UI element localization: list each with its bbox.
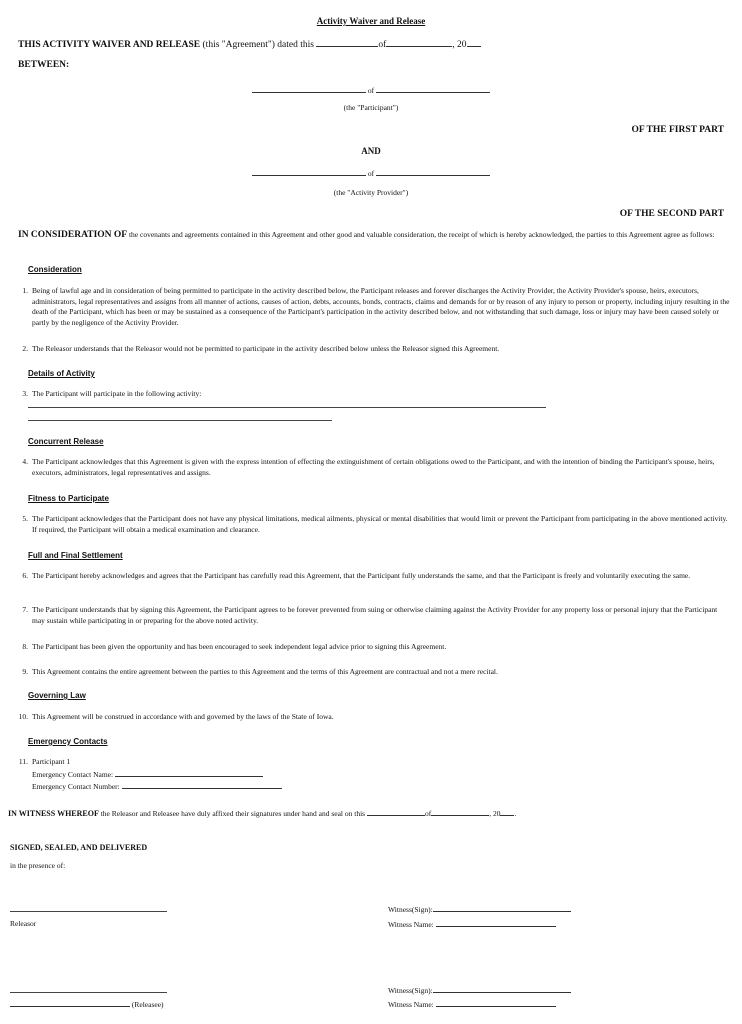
first-part-label: OF THE FIRST PART	[631, 125, 724, 135]
clause-7	[18, 605, 732, 626]
clause-1	[18, 286, 732, 328]
party2-name-field[interactable]	[252, 167, 366, 176]
heading-details: Details of Activity	[28, 369, 95, 378]
clause-5	[18, 514, 732, 535]
witness-lead: IN WITNESS WHEREOF	[8, 809, 99, 818]
heading-emergency: Emergency Contacts	[28, 737, 108, 746]
heading-law: Governing Law	[28, 691, 86, 700]
party2-of: of	[367, 169, 375, 178]
consideration-lead: IN CONSIDERATION OF	[18, 230, 128, 240]
party2-address-field[interactable]	[376, 167, 490, 176]
clause-text: Being of lawful age and in consideration of being permitted to participate in the activity described below, the Participant releases and forever discharges the Activity Provider, the Activity Provider's spouse, heirs, executors, administrators, legal representatives and assigns from all manner of actions, causes of action, debts, accounts, bonds, contracts, claims and demands for or by reason of any injury to person or property, including injury resulting in the death of the Participant, which has been or may be sustained as a consequence of the Participant's participation in the activity described below, and not withstanding that such damage, loss or injury may have been caused solely or partly by the negligence of the Activity Provider.	[32, 286, 730, 327]
witness2-name-field[interactable]	[436, 998, 556, 1007]
clause-number: 10.	[18, 712, 28, 721]
party1-of: of	[367, 86, 375, 95]
date-year: , 20	[452, 40, 467, 50]
agreement-intro	[18, 38, 481, 50]
date-year-field[interactable]	[467, 38, 481, 47]
witness-of: of	[424, 809, 432, 818]
participant-label: Participant 1	[32, 757, 71, 766]
party2-line	[0, 167, 742, 178]
clause-number: 11.	[18, 757, 28, 766]
witness1-name-field[interactable]	[436, 918, 556, 927]
clause-text: The Participant acknowledges that the Participant does not have any physical limitations, medical ailments, physical or mental disabilities that would limit or prevent the Participant from participating in the above mentioned activity. If required, the Participant will obtain a medical examination and clearance.	[32, 514, 728, 534]
party1-line	[0, 84, 742, 95]
clause-number: 2.	[22, 344, 28, 353]
clause-text: The Participant has been given the opportunity and has been encouraged to seek independent legal advice prior to signing this Agreement.	[32, 642, 447, 651]
clause-10	[18, 712, 732, 723]
releasee-row	[10, 998, 164, 1009]
witness1-sign-label: Witness(Sign):	[388, 905, 433, 914]
clause-4	[18, 457, 732, 478]
clause-2	[18, 344, 732, 355]
releasee-name-field[interactable]	[10, 998, 130, 1007]
clause-6	[18, 571, 732, 582]
clause-8	[18, 642, 732, 653]
witness2-sign-row	[388, 984, 571, 995]
emergency-name-field[interactable]	[115, 768, 263, 777]
emergency-name-label: Emergency Contact Name:	[32, 769, 114, 779]
clause-number: 6.	[22, 571, 28, 580]
consideration-text: the covenants and agreements contained in this Agreement and other good and valuable consideration, the receipt of which is hereby acknowledged, the parties to this Agreement agree as follows:	[128, 230, 715, 239]
party1-label: (the "Participant")	[343, 103, 399, 112]
heading-settlement: Full and Final Settlement	[28, 551, 123, 560]
witness-text: the Releasor and Releasee have duly affixed their signatures under hand and seal on this	[100, 809, 366, 818]
second-part-label: OF THE SECOND PART	[619, 209, 724, 219]
clause-number: 3.	[22, 389, 28, 398]
heading-fitness: Fitness to Participate	[28, 494, 109, 503]
clause-text: The Participant hereby acknowledges and agrees that the Participant has carefully read this Agreement, that the Participant fully understands the same, and that the Participant is freely and voluntarily executing the same.	[32, 571, 691, 580]
date-of: of	[378, 40, 387, 50]
date-day-field[interactable]	[316, 38, 378, 47]
clause-text: This Agreement will be construed in accordance with and governed by the laws of the State of Iowa.	[32, 712, 334, 721]
releasor-signature-line[interactable]	[10, 911, 167, 912]
clause-number: 8.	[22, 642, 28, 651]
witness1-name-row	[388, 918, 556, 929]
witness-month-field[interactable]	[431, 807, 489, 816]
emergency-contact-block	[32, 757, 732, 793]
witness1-sign-field[interactable]	[433, 903, 571, 912]
witness1-sign-row	[388, 903, 571, 914]
activity-line-2[interactable]	[28, 420, 332, 421]
releasee-label: (Releasee)	[131, 1000, 164, 1009]
witness2-name-row	[388, 998, 556, 1009]
clause-text: The Participant understands that by signing this Agreement, the Participant agrees to be forever prevented from suing or otherwise claiming against the Activity Provider for any property loss or personal injury that the Participant may sustain while participating in or preparing for the above noted activity.	[32, 605, 718, 625]
clause-text: The Releasor understands that the Releasor would not be permitted to participate in the activity described below unless the Releasor signed this Agreement.	[32, 344, 500, 353]
agreement-lead: THIS ACTIVITY WAIVER AND RELEASE	[18, 40, 201, 50]
and-label: AND	[361, 146, 381, 156]
clause-number: 7.	[22, 605, 28, 614]
signed-sealed-label: SIGNED, SEALED, AND DELIVERED	[10, 843, 148, 852]
clause-number: 5.	[22, 514, 28, 523]
clause-text: The Participant will participate in the following activity:	[32, 389, 202, 398]
emergency-number-field[interactable]	[122, 780, 282, 789]
clause-number: 1.	[22, 286, 28, 295]
witness-year: , 20	[489, 809, 501, 818]
clause-11	[18, 757, 732, 793]
party1-address-field[interactable]	[376, 84, 490, 93]
witness2-sign-label: Witness(Sign):	[388, 986, 433, 995]
clause-3	[18, 389, 732, 400]
witness1-name-label: Witness Name:	[388, 920, 434, 929]
document-title: Activity Waiver and Release	[316, 16, 426, 26]
emergency-number-label: Emergency Contact Number:	[32, 782, 120, 791]
heading-concurrent: Concurrent Release	[28, 437, 104, 446]
witness-whereof-line	[8, 807, 516, 818]
witness-year-field[interactable]	[500, 807, 517, 818]
clause-9	[18, 667, 732, 678]
date-month-field[interactable]	[386, 38, 452, 47]
activity-line-1[interactable]	[28, 407, 546, 408]
clause-number: 4.	[22, 457, 28, 466]
clause-number: 9.	[22, 667, 28, 676]
releasor-label: Releasor	[10, 919, 37, 928]
between-label: BETWEEN:	[18, 60, 70, 70]
agreement-rest: (this "Agreement") dated this	[202, 40, 314, 50]
heading-consideration: Consideration	[28, 265, 82, 274]
emergency-number-row	[32, 780, 732, 793]
consideration-paragraph	[18, 229, 724, 241]
witness2-sign-field[interactable]	[433, 984, 571, 993]
witness2-name-label: Witness Name:	[388, 1000, 434, 1009]
presence-label: in the presence of:	[10, 861, 66, 870]
clause-text: This Agreement contains the entire agreement between the parties to this Agreement and the terms of this Agreement are contractual and not a mere recital.	[32, 667, 498, 676]
emergency-name-row	[32, 768, 732, 781]
party1-name-field[interactable]	[252, 84, 366, 93]
clause-text: The Participant acknowledges that this Agreement is given with the express intention of effecting the extinguishment of certain obligations owed to the Participant, and with the intention of binding the Participant's spouse, heirs, executors, administrators, legal representatives and assigns.	[32, 457, 715, 477]
witness-end: .	[514, 809, 517, 818]
witness-day-field[interactable]	[367, 807, 425, 816]
releasee-signature-line[interactable]	[10, 992, 167, 993]
party2-label: (the "Activity Provider")	[333, 188, 409, 197]
